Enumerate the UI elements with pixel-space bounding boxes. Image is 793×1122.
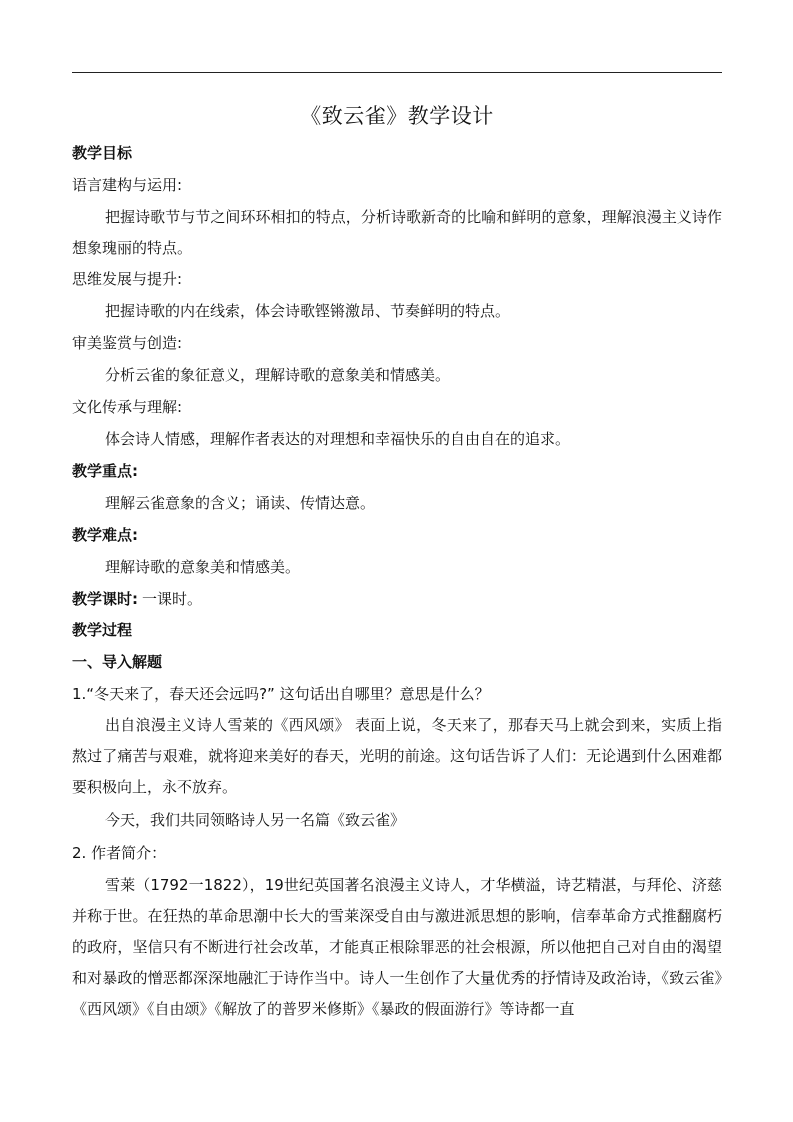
hours-heading: 教学课时: <box>72 590 138 608</box>
key-points-text: 理解云雀意象的含义；诵读、传情达意。 <box>105 494 376 512</box>
section-heading-intro: 一、导入解题 <box>72 653 163 671</box>
hours-text: 一课时。 <box>142 590 203 608</box>
key-points-heading: 教学重点: <box>72 462 138 480</box>
answer-1: 出自浪漫主义诗人雪莱的《西风颂》 表面上说，冬天来了，那春天马上就会到来，实质上指熬过了痛苦与艰难，就将迎来美好的春天，光明的前途。这句话告诉了人们：无论遇到什么困难都要积极向上，永不放弃。 <box>72 716 722 796</box>
process-heading: 教学过程 <box>72 621 133 639</box>
goal-label-aesthetic: 审美鉴赏与创造: <box>72 334 183 352</box>
header-rule <box>72 72 722 73</box>
goal-text-language: 把握诗歌节与节之间环环相扣的特点，分析诗歌新奇的比喻和鲜明的意象，理解浪漫主义诗作想象瑰丽的特点。 <box>72 208 722 257</box>
goals-heading: 教学目标 <box>72 144 133 162</box>
goal-label-language: 语言建构与运用: <box>72 176 183 194</box>
goal-text-thinking: 把握诗歌的内在线索，体会诗歌铿锵激昂、节奏鲜明的特点。 <box>105 302 511 320</box>
intro-follow-text: 今天，我们共同领略诗人另一名篇《致云雀》 <box>105 811 406 829</box>
goal-text-culture: 体会诗人情感，理解作者表达的对理想和幸福快乐的自由自在的追求。 <box>105 430 571 448</box>
goal-text-aesthetic: 分析云雀的象征意义，理解诗歌的意象美和情感美。 <box>105 366 451 384</box>
difficulties-text: 理解诗歌的意象美和情感美。 <box>105 558 301 576</box>
document-title: 《致云雀》教学设计 <box>300 104 494 128</box>
goal-label-thinking: 思维发展与提升: <box>72 270 183 288</box>
question-1: 1.“冬天来了，春天还会远吗?” 这句话出自哪里？意思是什么？ <box>72 685 490 703</box>
author-intro-label: 2. 作者简介： <box>72 844 167 862</box>
goal-label-culture: 文化传承与理解: <box>72 398 183 416</box>
author-intro-text: 雪莱（1792一1822），19世纪英国著名浪漫主义诗人，才华横溢，诗艺精湛，与拜伦、济慈并称于世。在狂热的革命思潮中长大的雪莱深受自由与激进派思想的影响，信奉革命方式推翻腐朽的政府，坚信只有不断进行社会改革，才能真正根除罪恶的社会根源，所以他把自己对自由的渴望和对暴政的憎恶都深深地融汇于诗作当中。诗人一生创作了大量优秀的抒情诗及政治诗，《致云雀》《西风颂》《自由颂》《解放了的普罗米修斯》《暴政的假面游行》等诗都一直 <box>72 876 722 1018</box>
difficulties-heading: 教学难点: <box>72 526 138 544</box>
hours-line <box>72 588 722 610</box>
